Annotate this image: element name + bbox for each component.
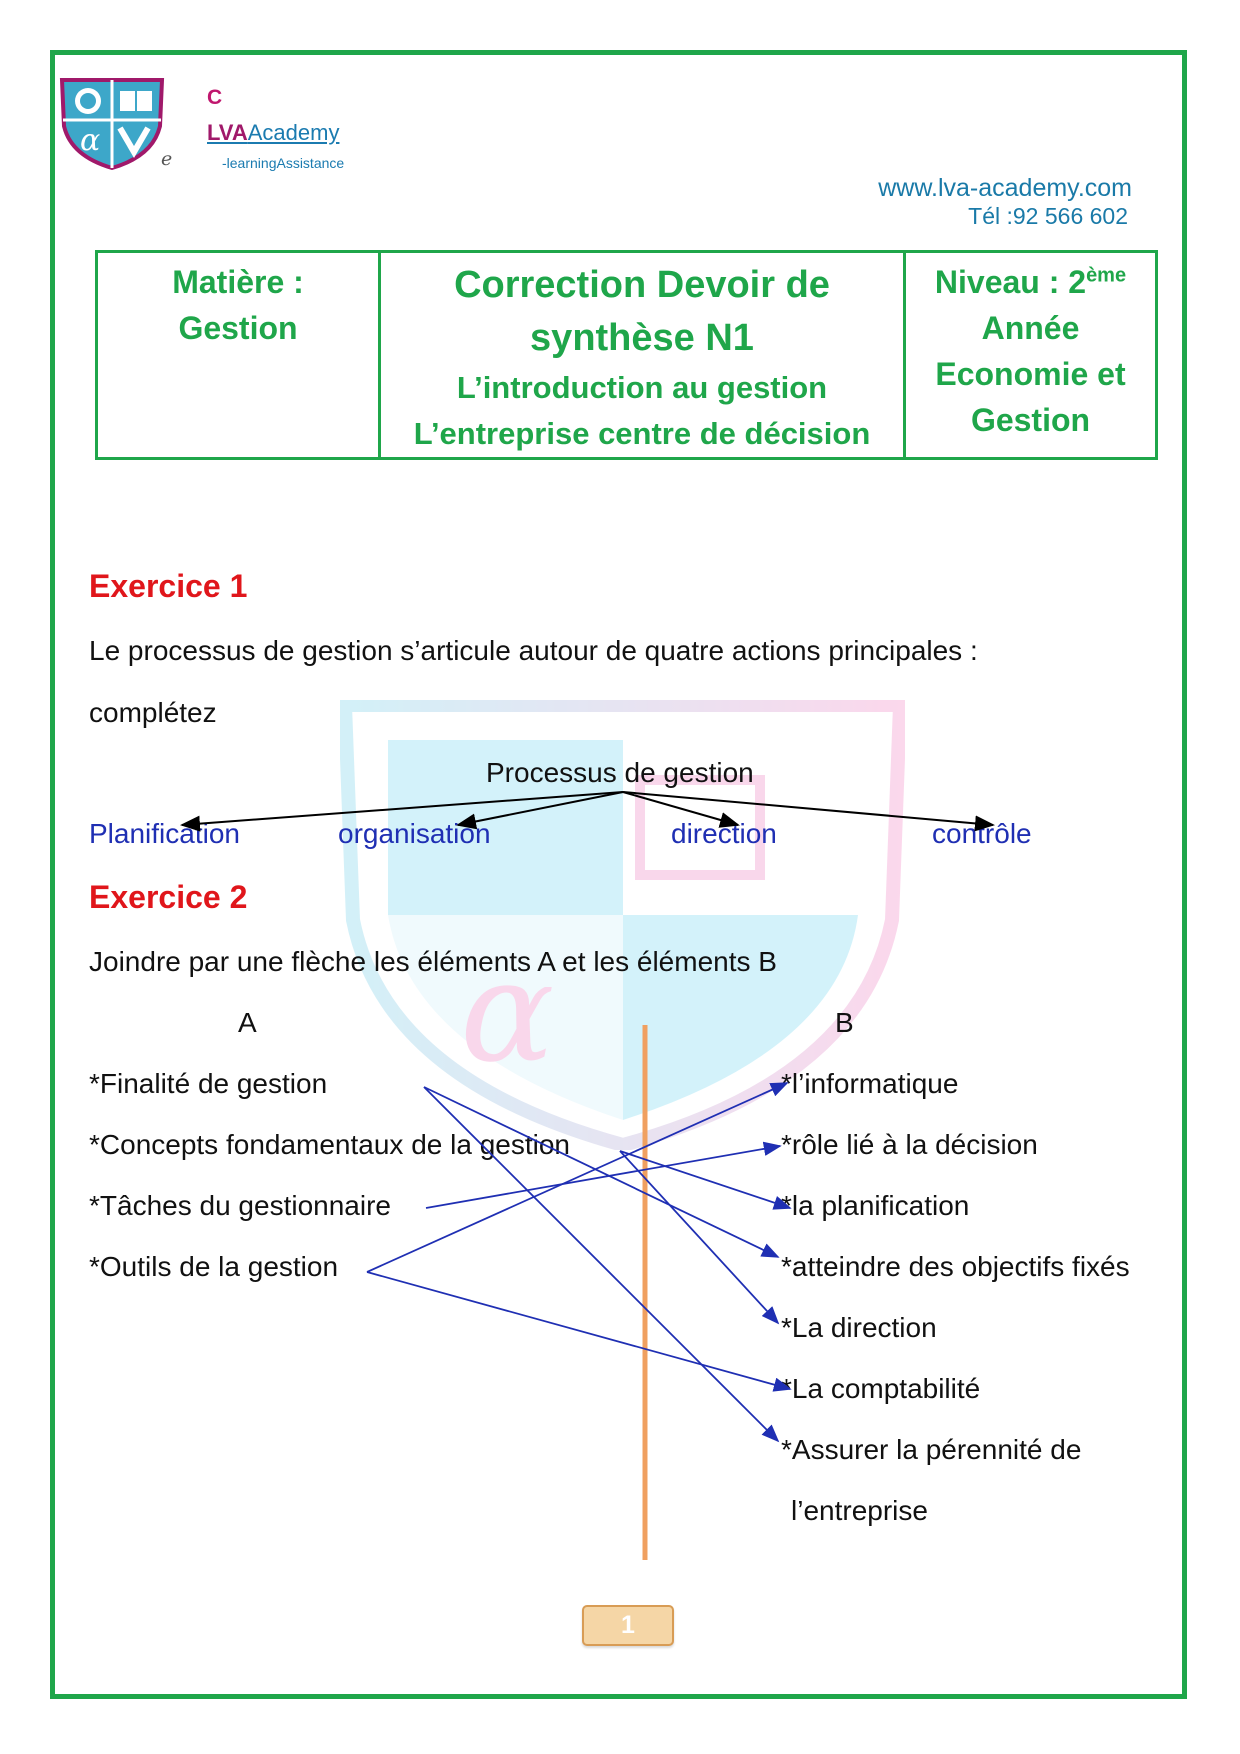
subject-label: Matière : [172,264,304,300]
page-number: 1 [582,1605,674,1646]
action-planification: Planification [89,818,240,849]
exercise1-title: Exercice 1 [89,568,248,604]
exercise2-prompt: Joindre par une flèche les éléments A et les éléments B [89,946,777,977]
phone-number: Tél :92 566 602 [968,203,1128,229]
col-b-item-perennite: *Assurer la pérennité de [781,1434,1082,1465]
level-line2: Année [981,310,1080,346]
action-controle: contrôle [932,818,1032,849]
col-b-item-comptabilite: *La comptabilité [781,1373,981,1404]
level-line4: Gestion [970,402,1091,438]
brand-name[interactable] [207,120,339,146]
col-a-item-finalite: *Finalité de gestion [89,1068,328,1099]
level-cell [905,252,1157,459]
action-organisation: organisation [338,818,491,849]
col-b-item-perennite-cont: l’entreprise [791,1495,928,1526]
lva-academy-logo [58,76,166,170]
doc-subtitle-line1: L’introduction au gestion [456,370,828,405]
action-direction: direction [671,818,777,849]
exercise2-title: Exercice 2 [89,879,248,915]
col-a-item-taches: *Tâches du gestionnaire [89,1190,391,1221]
col-b-item-role-decision: *rôle lié à la décision [781,1129,1038,1160]
brand-e: e [161,148,173,170]
col-b-item-direction: *La direction [781,1312,937,1343]
process-root-label: Processus de gestion [486,757,754,788]
brand-name-academy: Academy [247,120,340,145]
website-url[interactable]: www.lva-academy.com [878,174,1132,202]
col-a-item-concepts: *Concepts fondamentaux de la gestion [89,1129,570,1160]
brand-name-lva: LVA [207,120,248,145]
info-table [95,250,1158,460]
exercise1-prompt-line1: Le processus de gestion s’articule autour de quatre actions principales : [89,635,978,666]
level-label: Niveau : 2ème [934,264,1127,300]
column-b-header: B [835,1007,854,1038]
svg-text:α: α [80,123,101,158]
title-cell [380,252,905,459]
col-b-item-informatique: *l’informatique [781,1068,959,1099]
brand-letter: C [207,86,223,109]
subject-value: Gestion [178,310,298,346]
svg-text:α: α [460,931,555,1094]
doc-subtitle-line2: L’entreprise centre de décision [413,416,871,451]
doc-title-line1: Correction Devoir de [454,264,830,306]
subject-cell [97,252,380,459]
doc-title-line2: synthèse N1 [530,317,754,359]
level-line3: Economie et [935,356,1126,392]
brand-tagline: -learningAssistance [222,155,345,171]
level-superscript: ème [1086,264,1127,287]
exercise1-prompt-line2: complétez [89,697,217,728]
col-b-item-objectifs: *atteindre des objectifs fixés [781,1251,1130,1282]
col-a-item-outils: *Outils de la gestion [89,1251,339,1282]
col-b-item-planification: *la planification [781,1190,970,1221]
column-a-header: A [238,1007,257,1038]
